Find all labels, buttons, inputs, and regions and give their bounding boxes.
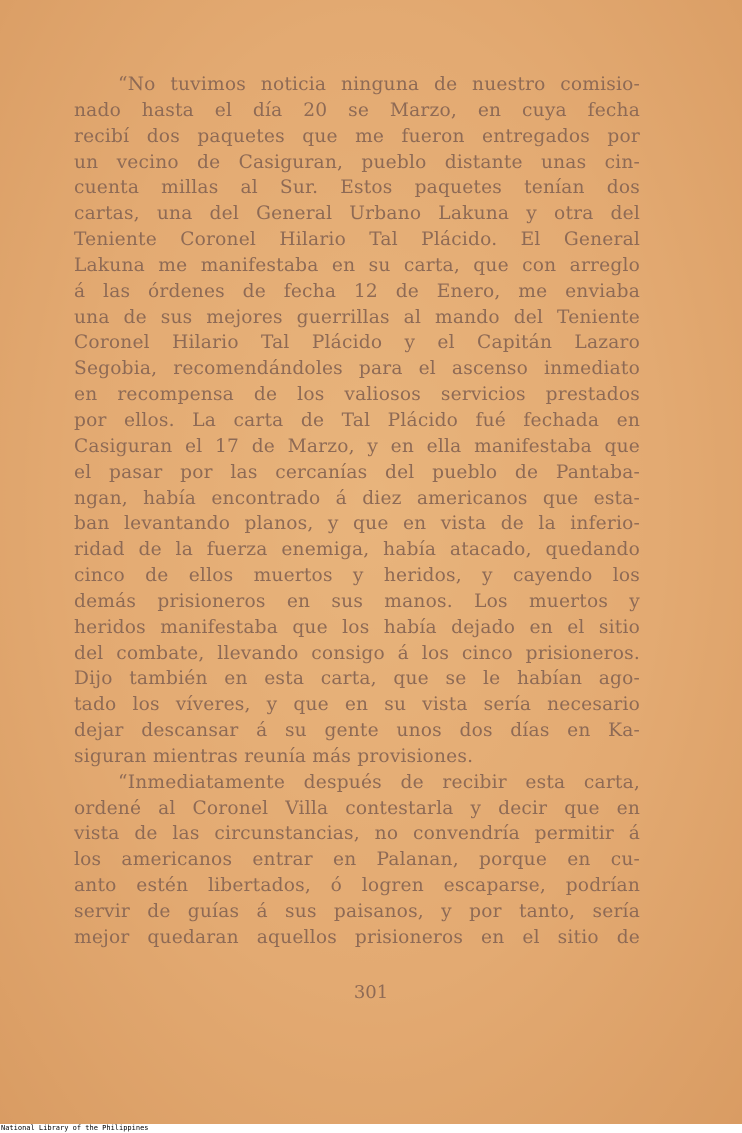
text-line: Lakuna me manifestaba en su carta, que con arreglo bbox=[74, 254, 640, 276]
text-line: ridad de la fuerza enemiga, había atacado, quedando bbox=[74, 539, 640, 561]
text-line: servir de guías á sus paisanos, y por tanto, sería bbox=[74, 901, 640, 922]
text-line: “No tuvimos noticia ninguna de nuestro comisio- bbox=[118, 74, 640, 95]
text-line: los americanos entrar en Palanan, porque en cu- bbox=[74, 849, 640, 871]
text-line: en recompensa de los valiosos servicios prestados bbox=[74, 384, 640, 406]
page-number: 301 bbox=[353, 982, 389, 1003]
text-line: cuenta millas al Sur. Estos paquetes tenían dos bbox=[74, 177, 640, 199]
text-line: una de sus mejores guerrillas al mando del Teniente bbox=[74, 306, 640, 328]
text-line: anto estén libertados, ó logren escaparse, podrían bbox=[74, 875, 640, 897]
text-line: dejar descansar á su gente unos dos días en Ka- bbox=[74, 720, 640, 742]
text-line: ban levantando planos, y que en vista de la inferio- bbox=[74, 513, 640, 535]
library-credit: National Library of the Philippines bbox=[1, 1124, 149, 1132]
text-line: siguran mientras reunía más provisiones. bbox=[74, 745, 474, 767]
text-line: Coronel Hilario Tal Plácido y el Capitán Lazaro bbox=[74, 332, 640, 354]
text-line: cinco de ellos muertos y heridos, y cayendo los bbox=[74, 565, 640, 587]
text-line: del combate, llevando consigo á los cinco prisioneros. bbox=[74, 642, 640, 664]
text-line: nado hasta el día 20 se Marzo, en cuya fecha bbox=[74, 99, 640, 121]
text-line: Segobia, recomendándoles para el ascenso inmediato bbox=[74, 358, 640, 380]
text-line: cartas, una del General Urbano Lakuna y otra del bbox=[74, 203, 640, 225]
text-line: recibí dos paquetes que me fueron entregados por bbox=[74, 125, 640, 147]
text-line: un vecino de Casiguran, pueblo distante unas cin- bbox=[74, 151, 640, 173]
text-line: Dijo también en esta carta, que se le habían ago- bbox=[74, 668, 640, 690]
text-line: por ellos. La carta de Tal Plácido fué fechada en bbox=[74, 409, 640, 431]
text-line: ngan, había encontrado á diez americanos que esta- bbox=[74, 487, 640, 509]
body-text bbox=[74, 72, 640, 951]
text-line: vista de las circunstancias, no convendría permitir á bbox=[74, 823, 640, 845]
text-line: mejor quedaran aquellos prisioneros en el sitio de bbox=[74, 926, 640, 948]
text-line: tado los víveres, y que en su vista sería necesario bbox=[74, 694, 640, 716]
text-line: heridos manifestaba que los había dejado en el sitio bbox=[74, 616, 640, 638]
text-line: demás prisioneros en sus manos. Los muertos y bbox=[74, 590, 640, 612]
text-line: “Inmediatamente después de recibir esta carta, bbox=[118, 771, 640, 793]
text-line: el pasar por las cercanías del pueblo de Pantaba- bbox=[74, 461, 640, 483]
text-line: Casiguran el 17 de Marzo, y en ella manifestaba que bbox=[74, 435, 640, 457]
text-line: ordené al Coronel Villa contestarla y decir que en bbox=[74, 797, 640, 819]
text-line: á las órdenes de fecha 12 de Enero, me enviaba bbox=[74, 280, 640, 302]
text-line: Teniente Coronel Hilario Tal Plácido. El General bbox=[74, 229, 640, 251]
